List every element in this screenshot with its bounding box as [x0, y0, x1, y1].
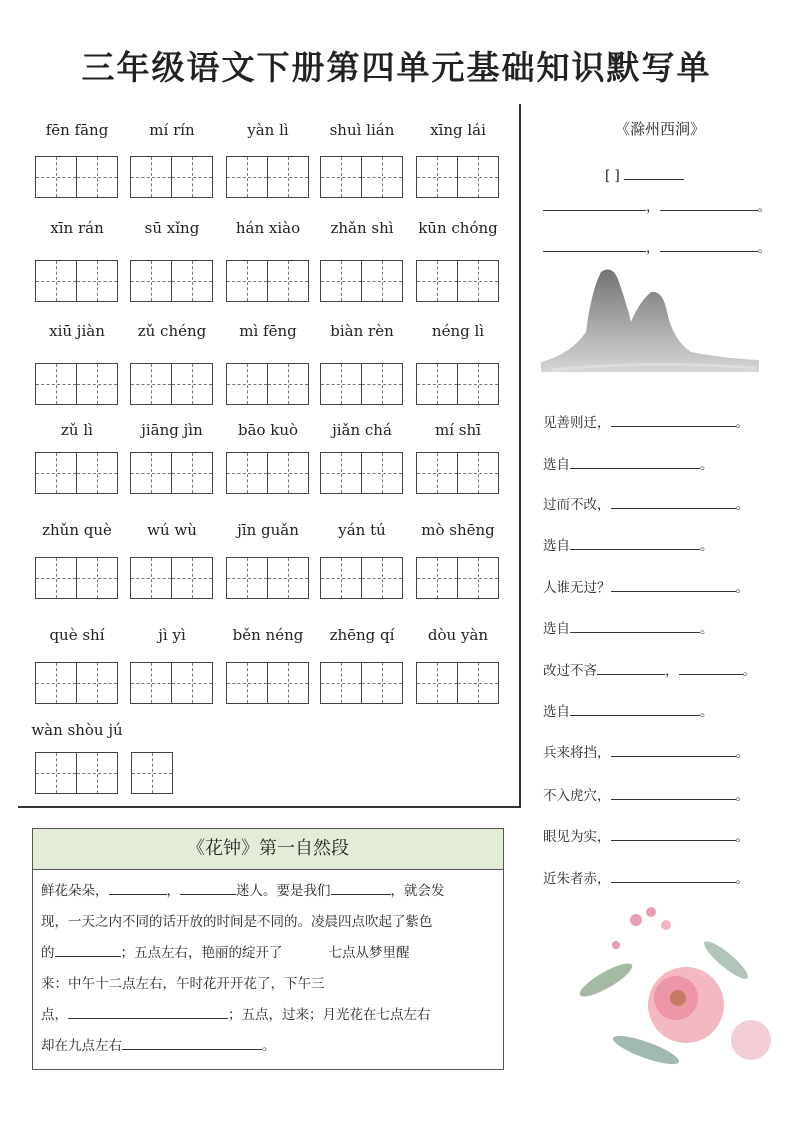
writing-cell[interactable] — [457, 452, 499, 494]
writing-cell[interactable] — [76, 156, 118, 198]
writing-cell[interactable] — [35, 557, 77, 599]
passage-body — [33, 870, 503, 1068]
pinyin-label: biàn rèn — [330, 322, 394, 340]
saying-line — [543, 533, 714, 554]
saying-line — [543, 783, 749, 804]
tianzige-boxes — [130, 260, 213, 302]
pinyin-label: běn néng — [232, 626, 304, 644]
saying-line — [543, 410, 749, 431]
pinyin-label: jīn guǎn — [237, 521, 299, 539]
writing-cell[interactable] — [226, 452, 268, 494]
writing-cell[interactable] — [416, 557, 458, 599]
fill-blank[interactable] — [331, 878, 391, 895]
passage-text: 现，一天之内不同的话开放的时间是不同的。凌晨四点吹起了紫色 — [41, 914, 433, 930]
tianzige-boxes — [416, 557, 499, 599]
writing-cell[interactable] — [416, 260, 458, 302]
period: 。 — [735, 788, 749, 804]
writing-cell[interactable] — [130, 260, 172, 302]
tianzige-boxes — [130, 363, 213, 405]
passage-text: 来：中午十二点左右，午时花开开花了，下午三 — [41, 976, 325, 992]
writing-cell[interactable] — [35, 363, 77, 405]
passage-text: 七点从梦里醒 — [328, 945, 410, 961]
pinyin-label: fēn fāng — [45, 121, 109, 139]
fill-blank[interactable] — [68, 1002, 228, 1019]
period: 。 — [735, 415, 749, 431]
tianzige-boxes — [320, 557, 403, 599]
writing-cell[interactable] — [76, 557, 118, 599]
writing-cell[interactable] — [361, 363, 403, 405]
poem-author-line — [605, 163, 684, 184]
period: 。 — [700, 704, 714, 720]
pinyin-label: mí shī — [435, 421, 481, 439]
saying-line — [543, 575, 749, 596]
writing-cell[interactable] — [457, 557, 499, 599]
writing-cell[interactable] — [320, 452, 362, 494]
period: 。 — [735, 829, 749, 845]
saying-line — [543, 452, 714, 473]
fill-blank[interactable] — [611, 866, 736, 883]
writing-cell[interactable] — [457, 363, 499, 405]
tianzige-boxes — [35, 662, 118, 704]
period: 。 — [700, 457, 714, 473]
writing-cell[interactable] — [76, 752, 118, 794]
fill-blank[interactable] — [611, 575, 736, 592]
writing-cell[interactable] — [130, 452, 172, 494]
fill-blank[interactable] — [660, 235, 758, 252]
saying-line — [543, 866, 749, 887]
fill-blank[interactable] — [679, 658, 743, 675]
writing-cell[interactable] — [35, 452, 77, 494]
vertical-divider — [519, 104, 521, 807]
period: 。 — [735, 871, 749, 887]
tianzige-boxes — [35, 156, 118, 198]
pinyin-label: jiāng jìn — [141, 421, 203, 439]
tianzige-boxes — [131, 752, 173, 794]
passage-text: 的 — [41, 945, 55, 961]
pinyin-label: què shí — [49, 626, 105, 644]
saying-text: 见善则迁， — [543, 415, 611, 431]
fill-blank[interactable] — [611, 492, 736, 509]
saying-text: 不入虎穴， — [543, 788, 611, 804]
bracket-text: [ ] — [605, 168, 620, 184]
writing-cell[interactable] — [35, 662, 77, 704]
writing-cell[interactable] — [457, 260, 499, 302]
writing-cell[interactable] — [320, 260, 362, 302]
writing-cell[interactable] — [171, 557, 213, 599]
tianzige-boxes — [130, 557, 213, 599]
tianzige-boxes — [130, 452, 213, 494]
writing-cell[interactable] — [35, 260, 77, 302]
comma: ， — [665, 663, 679, 679]
tianzige-boxes — [35, 260, 118, 302]
tianzige-boxes — [35, 557, 118, 599]
pinyin-label: bāo kuò — [237, 421, 299, 439]
saying-text: 近朱者赤， — [543, 871, 611, 887]
tianzige-boxes — [320, 363, 403, 405]
horizontal-divider — [18, 806, 521, 808]
tianzige-boxes — [130, 662, 213, 704]
tianzige-boxes — [416, 452, 499, 494]
pinyin-label: zhǔn què — [42, 521, 112, 539]
poem-line-2 — [543, 235, 771, 256]
passage-text: 却在九点左右 — [41, 1038, 122, 1054]
period: 。 — [742, 663, 756, 679]
saying-text: 选自 — [543, 538, 570, 554]
writing-cell[interactable] — [35, 156, 77, 198]
saying-text: 选自 — [543, 704, 570, 720]
saying-text: 过而不改， — [543, 497, 611, 513]
period: 。 — [700, 538, 714, 554]
fill-blank[interactable] — [122, 1033, 262, 1050]
writing-cell[interactable] — [320, 557, 362, 599]
tianzige-boxes — [320, 662, 403, 704]
period: 。 — [735, 497, 749, 513]
pinyin-label: jì yì — [158, 626, 186, 644]
writing-cell[interactable] — [131, 752, 173, 794]
pinyin-label: xīn rán — [50, 219, 104, 237]
pinyin-label: sū xǐng — [144, 219, 200, 237]
fill-blank[interactable] — [611, 783, 736, 800]
pinyin-label: mí rín — [149, 121, 195, 139]
writing-cell[interactable] — [130, 662, 172, 704]
writing-cell[interactable] — [130, 156, 172, 198]
saying-line — [543, 616, 714, 637]
tianzige-boxes — [226, 662, 309, 704]
pinyin-label: dòu yàn — [427, 626, 489, 644]
writing-cell[interactable] — [171, 363, 213, 405]
pinyin-label: jiǎn chá — [332, 421, 392, 439]
saying-text: 兵来将挡， — [543, 745, 611, 761]
saying-text: 选自 — [543, 621, 570, 637]
writing-cell[interactable] — [361, 662, 403, 704]
tianzige-boxes — [416, 363, 499, 405]
fill-blank[interactable] — [570, 452, 700, 469]
saying-line — [543, 492, 749, 513]
tianzige-boxes — [416, 662, 499, 704]
passage-text: ；五点左右，艳丽的绽开了 — [120, 945, 283, 961]
passage-text: 鲜花朵朵， — [41, 883, 109, 899]
pinyin-label: kūn chóng — [418, 219, 498, 237]
writing-cell[interactable] — [76, 363, 118, 405]
passage-text: ， — [166, 883, 180, 899]
saying-text: 选自 — [543, 457, 570, 473]
fill-blank[interactable] — [180, 878, 236, 895]
writing-cell[interactable] — [226, 156, 268, 198]
fill-blank[interactable] — [543, 194, 646, 211]
writing-cell[interactable] — [361, 156, 403, 198]
page-title: 三年级语文下册第四单元基础知识默写单 — [81, 48, 712, 87]
passage-text: ，就会发 — [390, 883, 445, 899]
tianzige-boxes — [226, 260, 309, 302]
pinyin-label: wú wù — [147, 521, 197, 539]
saying-text: 人谁无过？ — [543, 580, 611, 596]
saying-line — [543, 658, 756, 679]
tianzige-boxes — [320, 156, 403, 198]
tianzige-boxes — [226, 363, 309, 405]
tianzige-boxes — [416, 260, 499, 302]
writing-cell[interactable] — [171, 662, 213, 704]
writing-cell[interactable] — [171, 156, 213, 198]
saying-line — [543, 699, 714, 720]
writing-cell[interactable] — [267, 662, 309, 704]
writing-cell[interactable] — [76, 662, 118, 704]
poem-title: 《滁州西涧》 — [614, 120, 705, 138]
fill-blank[interactable] — [543, 235, 646, 252]
writing-cell[interactable] — [361, 557, 403, 599]
pinyin-label: xīng lái — [430, 121, 486, 139]
pinyin-label: mò shēng — [421, 521, 495, 539]
fill-blank[interactable] — [624, 163, 684, 180]
writing-cell[interactable] — [320, 363, 362, 405]
writing-cell[interactable] — [226, 557, 268, 599]
fill-blank[interactable] — [611, 740, 736, 757]
writing-cell[interactable] — [76, 452, 118, 494]
fill-blank[interactable] — [570, 616, 700, 633]
tianzige-boxes — [320, 260, 403, 302]
writing-cell[interactable] — [226, 662, 268, 704]
writing-cell[interactable] — [171, 452, 213, 494]
writing-cell[interactable] — [457, 156, 499, 198]
fill-blank[interactable] — [597, 658, 665, 675]
pinyin-label: hán xiào — [235, 219, 301, 237]
writing-cell[interactable] — [416, 662, 458, 704]
period: 。 — [735, 580, 749, 596]
pinyin-label: zǔ lì — [61, 421, 93, 439]
writing-cell[interactable] — [130, 557, 172, 599]
fill-blank[interactable] — [55, 940, 121, 957]
writing-cell[interactable] — [226, 363, 268, 405]
tianzige-boxes — [416, 156, 499, 198]
saying-line — [543, 824, 749, 845]
fill-blank[interactable] — [611, 410, 736, 427]
writing-cell[interactable] — [267, 363, 309, 405]
passage-text: ；五点，过来；月光花在七点左右 — [228, 1007, 431, 1023]
tianzige-boxes — [35, 752, 118, 794]
tianzige-boxes — [35, 363, 118, 405]
poem-line-1 — [543, 194, 771, 215]
writing-cell[interactable] — [267, 156, 309, 198]
passage-heading: 《花钟》第一自然段 — [33, 829, 503, 870]
writing-cell[interactable] — [267, 452, 309, 494]
pinyin-label: zhēng qí — [329, 626, 395, 644]
writing-cell[interactable] — [416, 363, 458, 405]
writing-cell[interactable] — [35, 752, 77, 794]
writing-cell[interactable] — [361, 452, 403, 494]
fill-blank[interactable] — [611, 824, 736, 841]
writing-cell[interactable] — [416, 452, 458, 494]
pinyin-label: yán tú — [338, 521, 386, 539]
pinyin-label: shuì lián — [329, 121, 395, 139]
pinyin-label: néng lì — [431, 322, 485, 340]
writing-cell[interactable] — [267, 260, 309, 302]
comma: ， — [646, 240, 660, 256]
tianzige-boxes — [226, 452, 309, 494]
tianzige-boxes — [130, 156, 213, 198]
writing-cell[interactable] — [457, 662, 499, 704]
tianzige-boxes — [226, 557, 309, 599]
writing-cell[interactable] — [226, 260, 268, 302]
tianzige-boxes — [226, 156, 309, 198]
period: 。 — [700, 621, 714, 637]
pinyin-label: zǔ chéng — [137, 322, 207, 340]
writing-cell[interactable] — [171, 260, 213, 302]
comma: ， — [646, 199, 660, 215]
saying-line — [543, 740, 749, 761]
writing-cell[interactable] — [320, 156, 362, 198]
tianzige-boxes — [320, 452, 403, 494]
writing-cell[interactable] — [361, 260, 403, 302]
writing-cell[interactable] — [76, 260, 118, 302]
flower-illustration — [556, 890, 776, 1080]
writing-cell[interactable] — [416, 156, 458, 198]
period: 。 — [757, 199, 771, 215]
saying-text: 改过不吝 — [543, 663, 597, 679]
pinyin-label: xiū jiàn — [49, 322, 105, 340]
period: 。 — [735, 745, 749, 761]
passage-box — [32, 828, 504, 1070]
pinyin-label: wàn shòu jú — [31, 721, 123, 739]
pinyin-label: mì fēng — [239, 322, 297, 340]
pinyin-label: zhǎn shì — [330, 219, 394, 237]
writing-cell[interactable] — [267, 557, 309, 599]
passage-text: 迷人。要是我们 — [236, 883, 331, 899]
fill-blank[interactable] — [660, 194, 758, 211]
writing-cell[interactable] — [320, 662, 362, 704]
ink-mountain-illustration — [541, 262, 761, 382]
period: 。 — [757, 240, 771, 256]
passage-text: 点， — [41, 1007, 68, 1023]
fill-blank[interactable] — [109, 878, 167, 895]
fill-blank[interactable] — [570, 699, 700, 716]
passage-text: 。 — [262, 1038, 276, 1054]
pinyin-label: yàn lì — [247, 121, 289, 139]
tianzige-boxes — [35, 452, 118, 494]
writing-cell[interactable] — [130, 363, 172, 405]
saying-text: 眼见为实， — [543, 829, 611, 845]
fill-blank[interactable] — [570, 533, 700, 550]
